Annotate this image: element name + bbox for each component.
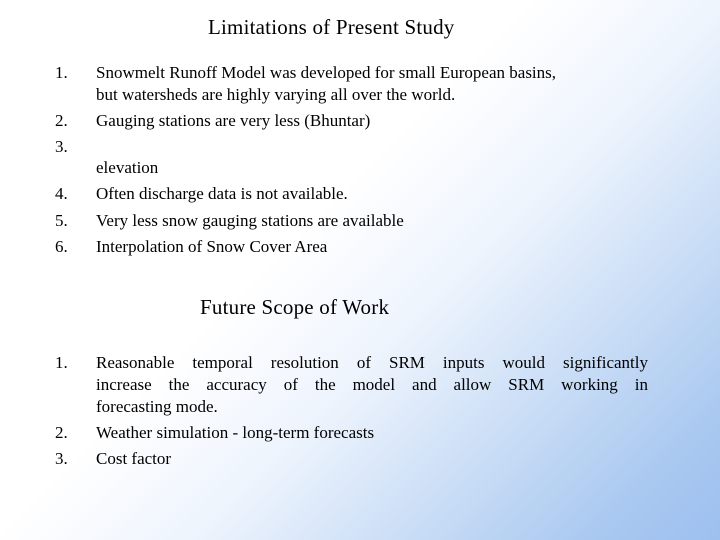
item-number: 2.: [55, 423, 68, 442]
item-number: 4.: [55, 184, 68, 203]
item-text-line: Interpolation of Snow Cover Area: [96, 237, 328, 256]
item-text-line: increase the accuracy of the model and allow SRM working in: [96, 375, 648, 394]
item-number: 3.: [55, 449, 68, 468]
item-text-line: forecasting mode.: [96, 397, 218, 416]
item-text-line: Snowmelt Runoff Model was developed for small European basins,: [96, 63, 557, 82]
item-text-line: elevation: [96, 158, 159, 177]
item-text-line: but watersheds are highly varying all over the world.: [96, 85, 456, 104]
future-scope-title: Future Scope of Work: [200, 295, 390, 319]
item-number: 2.: [55, 111, 68, 130]
item-number: 1.: [55, 63, 68, 82]
item-text-line: Very less snow gauging stations are available: [96, 211, 404, 230]
item-text-line: Reasonable temporal resolution of SRM inputs would significantly: [96, 353, 648, 372]
item-text-line: Gauging stations are very less (Bhuntar): [96, 111, 371, 130]
limitations-title: Limitations of Present Study: [208, 15, 455, 39]
item-number: 1.: [55, 353, 68, 372]
item-text-line: Cost factor: [96, 449, 172, 468]
item-text-line: Often discharge data is not available.: [96, 184, 348, 203]
item-number: 3.: [55, 137, 68, 156]
item-number: 6.: [55, 237, 68, 256]
item-number: 5.: [55, 211, 68, 230]
item-text-line: Weather simulation - long-term forecasts: [96, 423, 375, 442]
